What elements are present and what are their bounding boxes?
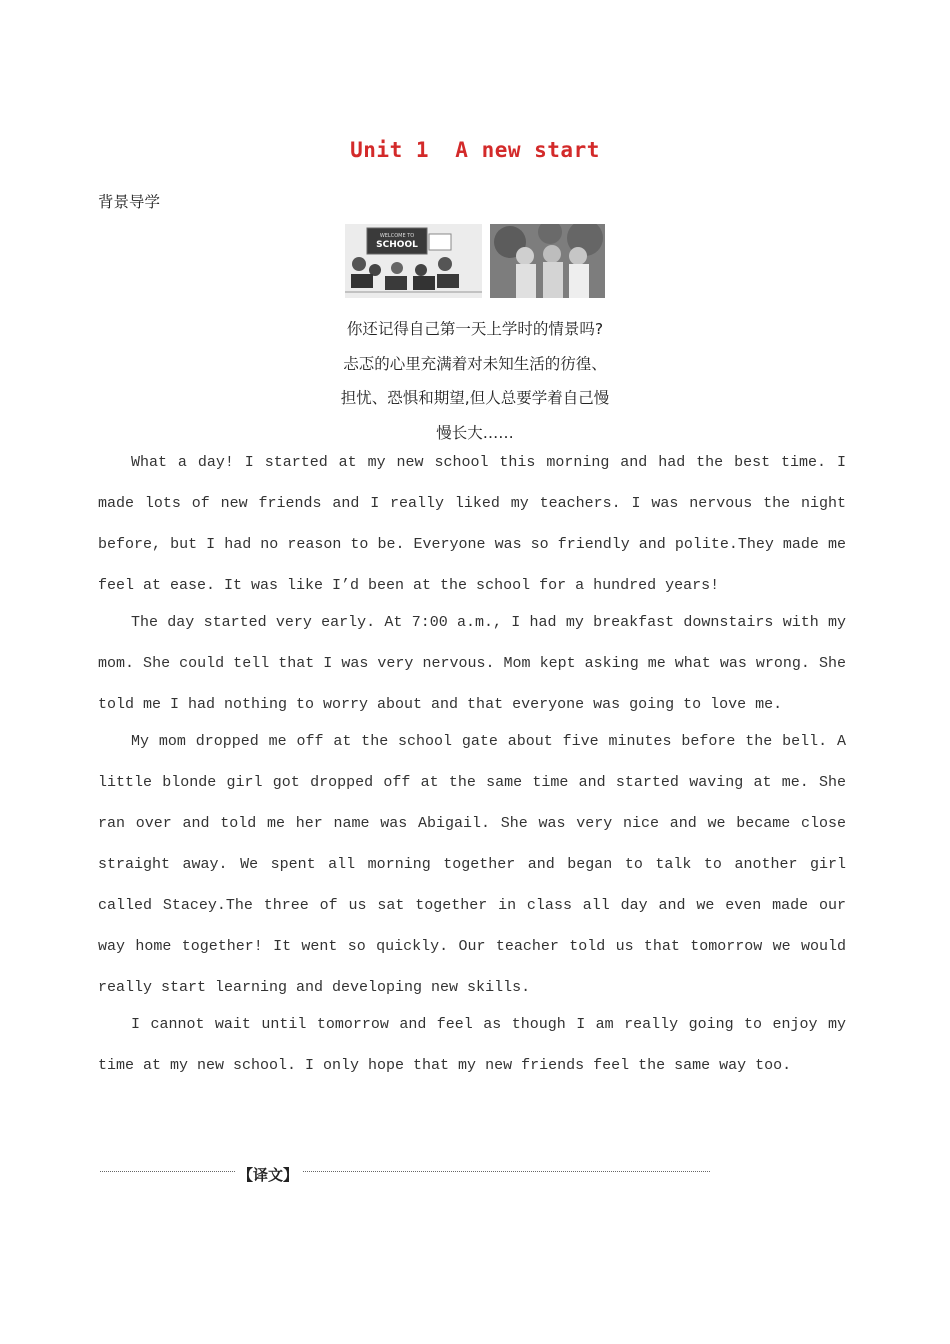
intro-text — [0, 312, 950, 450]
translation-label: 【译文】 — [235, 1164, 301, 1185]
sign-top-text: WELCOME TO — [379, 233, 415, 239]
page-title: Unit 1 A new start — [350, 138, 600, 162]
school-cartoon-image — [345, 224, 482, 298]
illustration-group — [345, 224, 605, 298]
intro-line: 慢长大…… — [436, 423, 514, 442]
dotted-rule-left — [100, 1171, 235, 1172]
paragraph: What a day! I started at my new school this morning and had the best time. I made lots of new friends and I really liked my teachers. I was nervous the night before, but I had no reason to be. Everyone was so friendly and polite.They made me feel at ease. It was like I’d been at the school for a hundred years! — [98, 454, 846, 594]
translation-divider — [98, 1164, 710, 1184]
article-body — [98, 442, 846, 1082]
dotted-rule-right — [303, 1171, 710, 1172]
paragraph: The day started very early. At 7:00 a.m., I had my breakfast downstairs with my mom. She could tell that I was very nervous. Mom kept asking me what was wrong. She told me I had nothing to worry about and that everyone was going to love me. — [98, 614, 846, 713]
section-label: 背景导学 — [98, 193, 161, 211]
intro-line: 忐忑的心里充满着对未知生活的彷徨、 — [343, 354, 607, 373]
intro-line: 担忧、恐惧和期望,但人总要学着自己慢 — [340, 389, 610, 407]
intro-line: 你还记得自己第一天上学时的情景吗? — [346, 320, 604, 338]
paragraph: I cannot wait until tomorrow and feel as though I am really going to enjoy my time at my new school. I only hope that my new friends feel the same way too. — [98, 1016, 846, 1074]
sign-school-text: SCHOOL — [376, 240, 418, 250]
paragraph: My mom dropped me off at the school gate about five minutes before the bell. A little blonde girl got dropped off at the same time and started waving at me. She ran over and told me her name was Abigail. She was very nice and we became close straight away. We spent all morning together and began to talk to another girl called Stacey.The three of us sat together in class all day and we even made our way home together! It went so quickly. Our teacher told us that tomorrow we would really start learning and developing new skills. — [98, 733, 846, 996]
friends-photo-image — [490, 224, 605, 298]
